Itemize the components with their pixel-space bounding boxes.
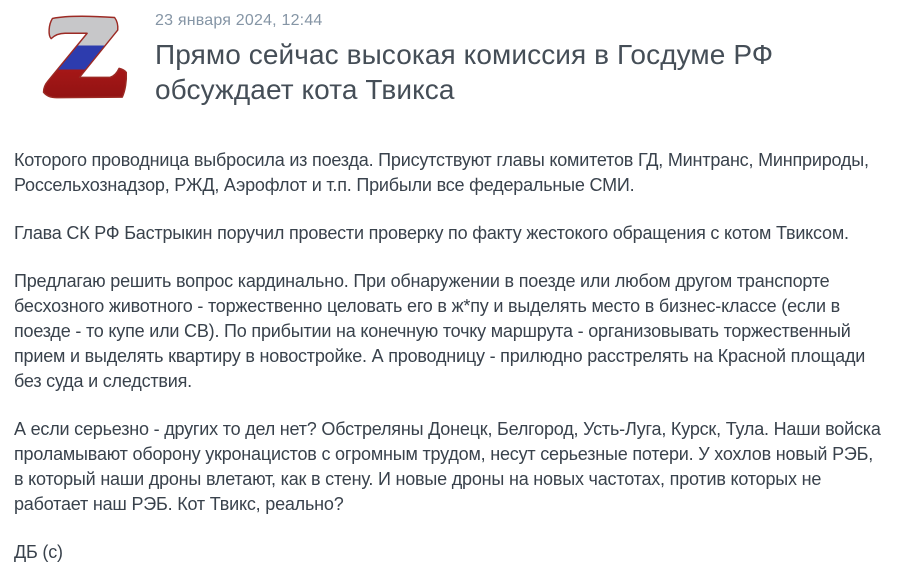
post-paragraph-2: Глава СК РФ Бастрыкин поручил провести проверку по факту жестокого обращения с котом Твиксом. <box>14 223 849 243</box>
post-paragraph-4: А если серьезно - других то дел нет? Обстреляны Донецк, Белгород, Усть-Луга, Курск, Тула. Наши войска проламывают оборону укронацистов с огромным трудом, несут серьезные потери. У хохлов новый РЭБ, в который наши дроны влетают, как в стену. И новые дроны на новых частотах, против которых не работает наш РЭБ. Кот Твикс, реально? <box>14 419 881 514</box>
z-flag-avatar[interactable] <box>39 13 129 103</box>
post-timestamp: 23 января 2024, 12:44 <box>155 12 323 29</box>
post-paragraph-3: Предлагаю решить вопрос кардинально. При обнаружении в поезде или любом другом транспорте бесхозного животного - торжественно целовать его в ж*пу и выделять место в бизнес-классе (если в поезде - то купе или СВ). По прибытии на конечную точку маршрута - организовывать торжественный прием и выделять квартиру в новостройке. А проводницу - прилюдно расстрелять на Красной площади без суда и следствия. <box>14 271 866 391</box>
post-paragraph-1: Которого проводница выбросила из поезда. Присутствуют главы комитетов ГД, Минтранс, Минприроды, Россельхознадзор, РЖД, Аэрофлот и т.п. Прибыли все федеральные СМИ. <box>14 150 869 195</box>
z-flag-icon <box>39 13 129 103</box>
post-signature: ДБ (с) <box>14 542 63 562</box>
post-body <box>14 148 885 563</box>
post-header <box>0 0 899 107</box>
post-header-text <box>155 0 845 107</box>
post-title: Прямо сейчас высокая комиссия в Госдуме РФ обсуждает кота Твикса <box>155 39 774 105</box>
